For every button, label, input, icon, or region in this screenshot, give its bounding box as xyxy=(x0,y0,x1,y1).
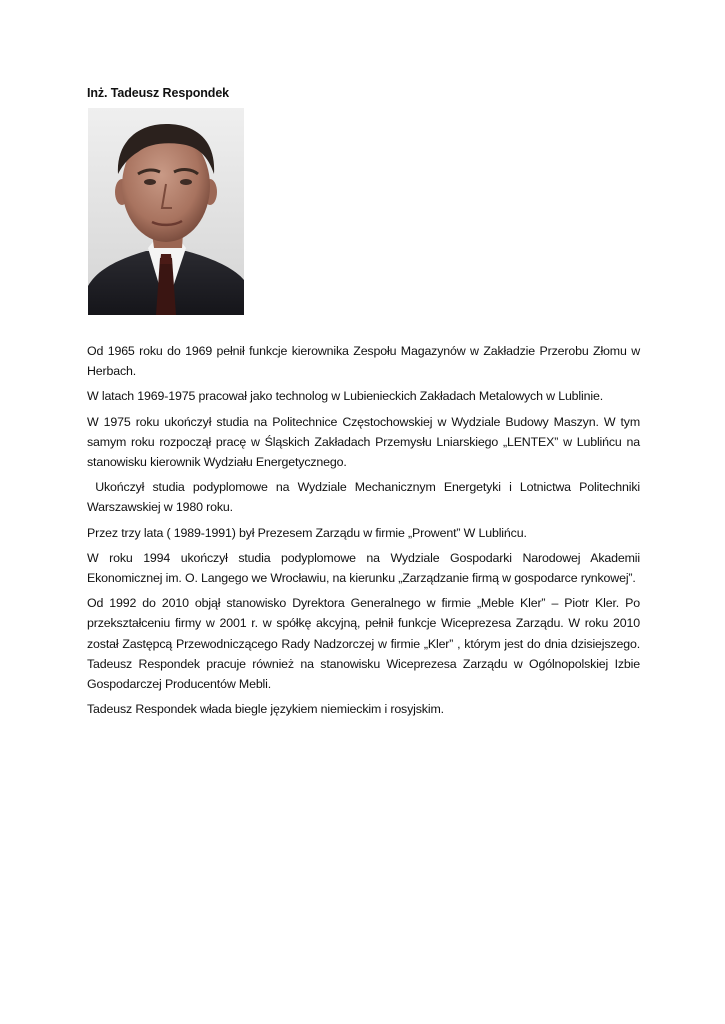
bio-paragraph: Przez trzy lata ( 1989-1991) był Prezesem Zarządu w firmie „Prowent” W Lublińcu. xyxy=(87,525,527,540)
document-title: Inż. Tadeusz Respondek xyxy=(87,86,230,100)
portrait-photo xyxy=(88,108,244,315)
bio-paragraph: W 1975 roku ukończył studia na Politechnice Częstochowskiej w Wydziale Budowy Maszyn. W tym samym roku rozpoczął pracę w Śląskich Zakładach Przemysłu Lniarskiego „LENTEX” w Lublińcu na stanowisku kierownik Wydziału Energetycznego. xyxy=(87,414,640,470)
biography-text xyxy=(87,341,644,724)
bio-paragraph: W roku 1994 ukończył studia podyplomowe na Wydziale Gospodarki Narodowej Akademii Ekonomicznej im. O. Langego we Wrocławiu, na kierunku „Zarządzanie firmą w gospodarce rynkowej”. xyxy=(87,550,640,586)
bio-paragraph: Tadeusz Respondek włada biegle językiem niemieckim i rosyjskim. xyxy=(87,702,444,717)
bio-paragraph: W latach 1969-1975 pracował jako technolog w Lubienieckich Zakładach Metalowych w Lublinie. xyxy=(87,389,604,404)
bio-paragraph: Ukończył studia podyplomowe na Wydziale Mechanicznym Energetyki i Lotnictwa Politechniki Warszawskiej w 1980 roku. xyxy=(87,480,644,515)
bio-paragraph: Od 1965 roku do 1969 pełnił funkcje kierownika Zespołu Magazynów w Zakładzie Przerobu Złomu w Herbach. xyxy=(87,344,640,379)
bio-paragraph: Od 1992 do 2010 objął stanowisko Dyrektora Generalnego w firmie „Meble Kler” – Piotr Kler. Po przekształceniu firmy w 2001 r. w spółkę akcyjną, pełnił funkcje Wiceprezesa Zarządu. W roku 2010 został Zastępcą Przewodniczącego Rady Nadzorczej w firmie „Kler” , którym jest do dnia dzisiejszego. Tadeusz Respondek pracuje również na stanowisku Wiceprezesa Zarządu w Ogólnopolskiej Izbie Gospodarczej Producentów Mebli. xyxy=(87,596,640,692)
